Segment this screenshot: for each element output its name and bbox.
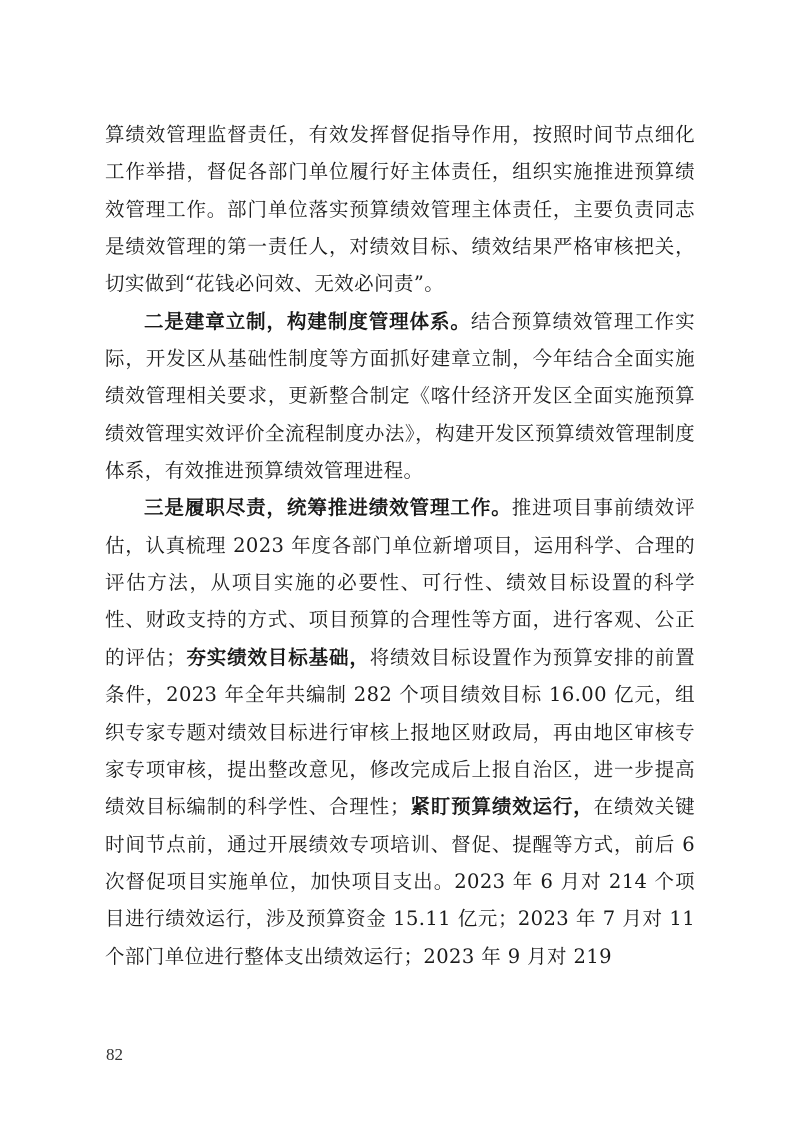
page-number: 82 [106,1045,123,1064]
paragraph-performance-work [105,489,695,974]
paragraph-text: 算绩效管理监督责任，有效发挥督促指导作用，按照时间节点细化工作举措，督促各部门单位履行好主体责任，组织实施推进预算绩效管理工作。部门单位落实预算绩效管理主体责任，主要负责同志是绩效管理的第一责任人，对绩效目标、绩效结果严格审核把关，切实做到“花钱必问效、无效必问责”。 [105,123,695,296]
inline-heading-targets: 夯实绩效目标基础， [185,645,370,669]
inline-heading-monitoring: 紧盯预算绩效运行， [409,795,594,819]
paragraph-text: 在绩效关键时间节点前，通过开展绩效专项培训、督促、提醒等方式，前后 6 次督促项目实施单位，加快项目支出。2023 年 6 月对 214 个项目进行绩效运行，涉及预算资金 15.11 亿元；2023 年 7 月对 11 个部门单位进行整体支出绩效运行；2023 年 9 月对 219 [105,795,695,968]
paragraph-text: 将绩效目标设置作为预算安排的前置条件，2023 年全年共编制 282 个项目绩效目标 16.00 亿元，组织专家专题对绩效目标进行审核上报地区财政局，再由地区审核专家专项审核，提出整改意见，修改完成后上报自治区，进一步提高绩效目标编制的科学性、合理性； [105,645,695,819]
paragraph-oversight [105,116,695,303]
paragraph-institution-building [105,303,695,490]
paragraph-text: 推进项目事前绩效评估，认真梳理 2023 年度各部门单位新增项目，运用科学、合理的评估方法，从项目实施的必要性、可行性、绩效目标设置的科学性、财政支持的方式、项目预算的合理性等方面，进行客观、公正的评估； [105,496,695,669]
document-body [105,116,695,975]
paragraph-heading: 三是履职尽责，统筹推进绩效管理工作。 [144,496,512,520]
paragraph-text: 结合预算绩效管理工作实际，开发区从基础性制度等方面抓好建章立制，今年结合全面实施绩效管理相关要求，更新整合制定《喀什经济开发区全面实施预算绩效管理实效评价全流程制度办法》，构建开发区预算绩效管理制度体系，有效推进预算绩效管理进程。 [105,309,695,483]
paragraph-heading: 二是建章立制，构建制度管理体系。 [144,309,471,333]
